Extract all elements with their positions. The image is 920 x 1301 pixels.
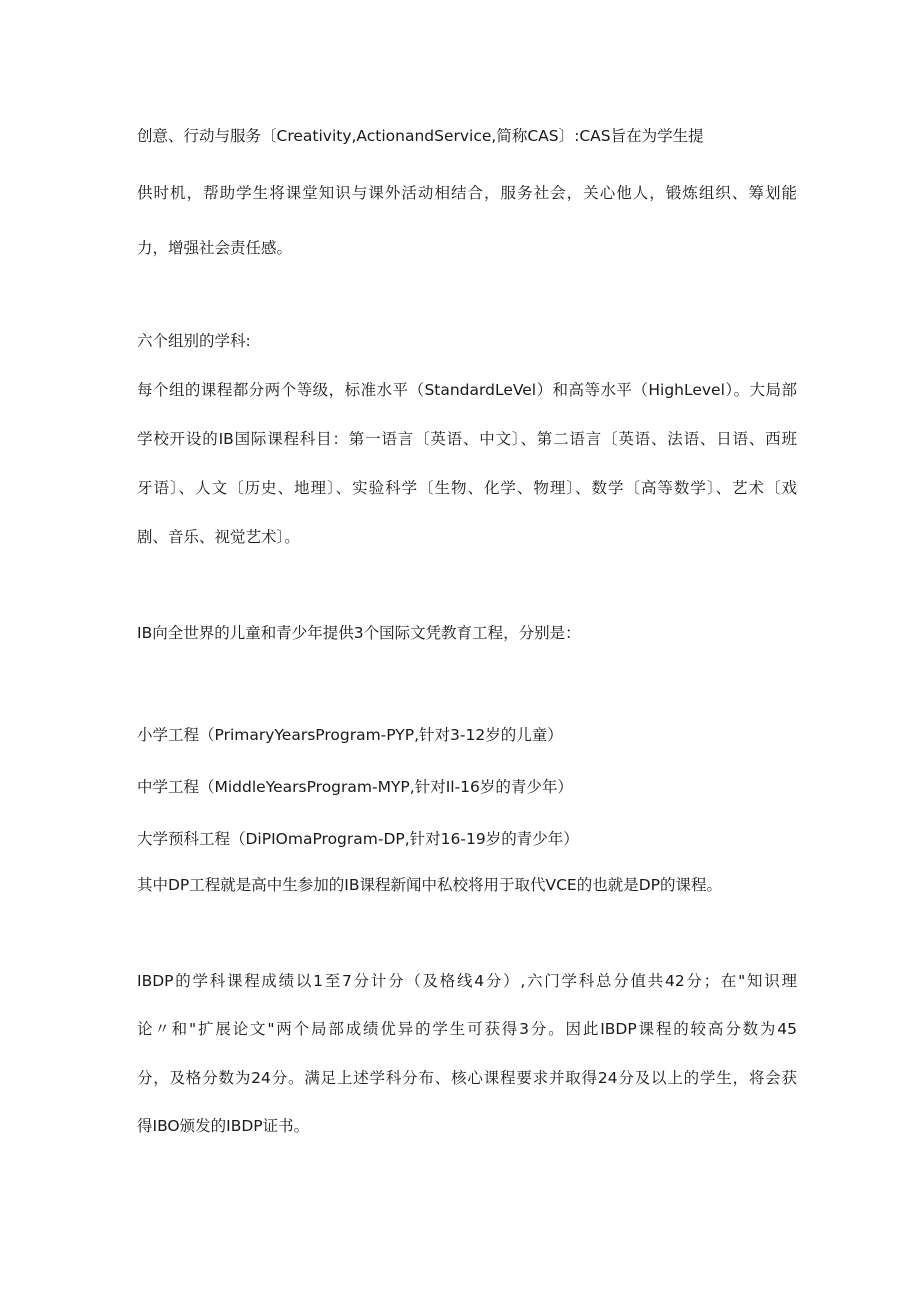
cas-line-3: 力，增强社会责任感。 xyxy=(137,239,293,257)
scoring-line-4: 得IBO颁发的IBDP证书。 xyxy=(137,1117,310,1135)
program-dp: 大学预科工程（DiPIOmaProgram-DP,针对16-19岁的青少年） xyxy=(137,830,579,848)
dp-note: 其中DP工程就是高中生参加的IB课程新闻中私校将用于取代VCE的也就是DP的课程。 xyxy=(137,876,722,894)
scoring-line-1: IBDP的学科课程成绩以1至7分计分（及格线4分）,六门学科总分值共42分；在"知识理 xyxy=(137,972,797,990)
subjects-line-4: 剧、音乐、视觉艺术〕。 xyxy=(137,528,300,546)
subjects-line-3: 牙语〕、人文〔历史、地理〕、实验科学〔生物、化学、物理〕、数学〔高等数学〕、艺术〔戏 xyxy=(137,479,797,497)
program-pyp: 小学工程（PrimaryYearsProgram-PYP,针对3-12岁的儿童） xyxy=(137,726,563,744)
scoring-line-2: 论〃和"扩展论文"两个局部成绩优异的学生可获得3分。因此IBDP课程的较高分数为45 xyxy=(137,1020,797,1038)
cas-line-1: 创意、行动与服务〔Creativity,ActionandService,简称CAS〕:CAS旨在为学生提 xyxy=(137,127,704,145)
program-myp: 中学工程（MiddleYearsProgram-MYP,针对Il-16岁的青少年） xyxy=(137,778,573,796)
subjects-line-1: 每个组的课程都分两个等级，标准水平（StandardLeVel）和高等水平（HighLevel）。大局部 xyxy=(137,381,797,399)
cas-line-2: 供时机，帮助学生将课堂知识与课外活动相结合，服务社会，关心他人，锻炼组织、筹划能 xyxy=(137,184,797,202)
scoring-line-3: 分，及格分数为24分。满足上述学科分布、核心课程要求并取得24分及以上的学生，将会获 xyxy=(137,1069,797,1087)
programs-intro: IB向全世界的儿童和青少年提供3个国际文凭教育工程，分别是： xyxy=(137,624,581,642)
subjects-heading: 六个组别的学科: xyxy=(137,332,251,350)
subjects-line-2: 学校开设的IB国际课程科目：第一语言〔英语、中文〕、第二语言〔英语、法语、日语、西班 xyxy=(137,430,797,448)
